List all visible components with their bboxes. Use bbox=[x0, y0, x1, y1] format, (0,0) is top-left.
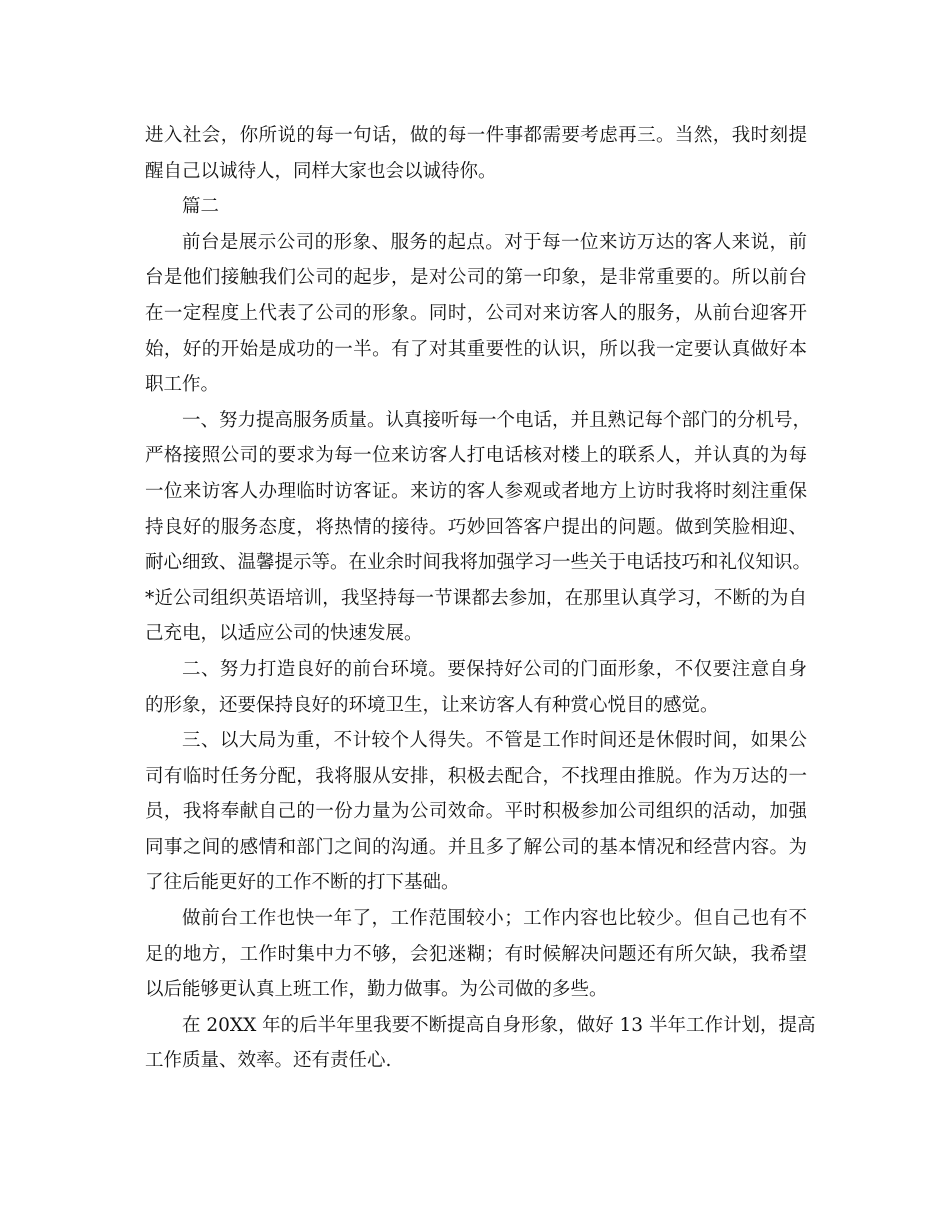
text-line: 员，我将奉献自己的一份力量为公司效命。平时积极参加公司组织的活动，加强 bbox=[145, 801, 807, 823]
text-line: 以后能够更认真上班工作，勤力做事。为公司做的多些。 bbox=[145, 979, 608, 1001]
text-line: 工作质量、效率。还有责任心. bbox=[145, 1050, 392, 1072]
text-line: 了往后能更好的工作不断的打下基础。 bbox=[145, 872, 460, 894]
text-line: 始，好的开始是成功的一半。有了对其重要性的认识，所以我一定要认真做好本 bbox=[145, 338, 807, 360]
text-line: 一、努力提高服务质量。认真接听每一个电话，并且熟记每个部门的分机号， bbox=[182, 409, 812, 431]
text-line: 二、努力打造良好的前台环境。要保持好公司的门面形象，不仅要注意自身 bbox=[182, 658, 807, 680]
text-line: 己充电，以适应公司的快速发展。 bbox=[145, 623, 423, 645]
document-body bbox=[145, 118, 816, 1079]
text-line: 前台是展示公司的形象、服务的起点。对于每一位来访万达的客人来说，前 bbox=[182, 231, 807, 253]
text-line: 台是他们接触我们公司的起步，是对公司的第一印象，是非常重要的。所以前台 bbox=[145, 267, 807, 289]
text-line: 同事之间的感情和部门之间的沟通。并且多了解公司的基本情况和经营内容。为 bbox=[145, 836, 807, 858]
text-line: 在 20XX 年的后半年里我要不断提高自身形象，做好 13 半年工作计划，提高 bbox=[182, 1014, 816, 1036]
text-line: 的形象，还要保持良好的环境卫生，让来访客人有种赏心悦目的感觉。 bbox=[145, 694, 719, 716]
section-heading: 篇二 bbox=[182, 196, 220, 218]
text-line: 三、以大局为重，不计较个人得失。不管是工作时间还是休假时间，如果公 bbox=[182, 730, 807, 752]
text-line: 严格接照公司的要求为每一位来访客人打电话核对楼上的联系人，并认真的为每 bbox=[145, 445, 807, 467]
text-line: 司有临时任务分配，我将服从安排，积极去配合，不找理由推脱。作为万达的一 bbox=[145, 765, 807, 787]
text-line: 进入社会，你所说的每一句话，做的每一件事都需要考虑再三。当然，我时刻提 bbox=[145, 125, 807, 146]
text-line: 一位来访客人办理临时访客证。来访的客人参观或者地方上访时我将时刻注重保 bbox=[145, 480, 807, 502]
text-line: 醒自己以诚待人，同样大家也会以诚待你。 bbox=[145, 160, 497, 182]
text-line: 耐心细致、温馨提示等。在业余时间我将加强学习一些关于电话技巧和礼仪知识。 bbox=[145, 552, 812, 574]
text-line: *近公司组织英语培训，我坚持每一节课都去参加，在那里认真学习，不断的为自 bbox=[145, 587, 807, 609]
text-line: 在一定程度上代表了公司的形象。同时，公司对来访客人的服务，从前台迎客开 bbox=[145, 302, 807, 324]
text-line: 职工作。 bbox=[145, 374, 220, 396]
text-line: 足的地方，工作时集中力不够，会犯迷糊；有时候解决问题还有所欠缺，我希望 bbox=[145, 943, 807, 965]
text-line: 做前台工作也快一年了，工作范围较小；工作内容也比较少。但自己也有不 bbox=[182, 908, 807, 930]
text-line: 持良好的服务态度，将热情的接待。巧妙回答客户提出的问题。做到笑脸相迎、 bbox=[145, 516, 807, 538]
